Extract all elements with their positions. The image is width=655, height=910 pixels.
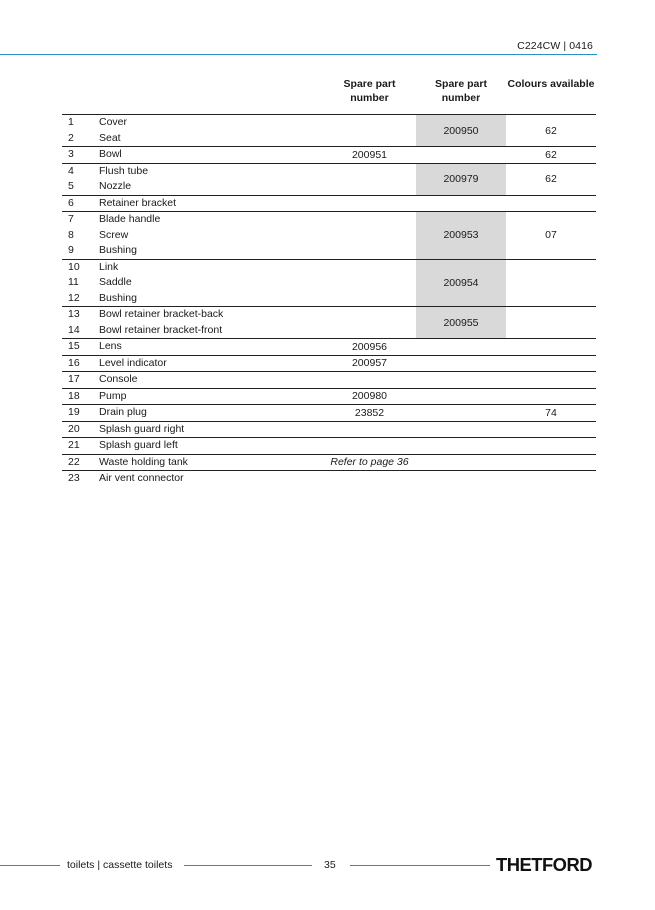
- colour-cell: 62: [545, 148, 557, 161]
- table-row-group: [62, 355, 596, 372]
- spare-part-number-cell: [323, 260, 416, 307]
- spare-part-kit-cell: [416, 455, 506, 471]
- spare-part-number-cell: [323, 438, 416, 454]
- spare-part-kit-cell: [416, 147, 506, 163]
- item-number: 18: [68, 389, 80, 402]
- header-rule: [0, 54, 597, 55]
- item-number: 13: [68, 308, 80, 320]
- table-row-group: [62, 338, 596, 355]
- footer-category: toilets | cassette toilets: [67, 859, 173, 871]
- colour-cell: 74: [545, 406, 557, 419]
- item-name: Cover: [99, 116, 128, 128]
- spare-part-kit-cell: [416, 356, 506, 372]
- item-name: Nozzle: [99, 180, 132, 192]
- parts-table: [62, 114, 596, 487]
- spare-part-number-cell: 200957: [351, 357, 388, 370]
- colour-cell: [506, 438, 596, 454]
- item-name: Link: [99, 260, 119, 273]
- colour-cell: [506, 422, 596, 438]
- spare-part-kit-cell: 200979: [416, 164, 506, 195]
- item-name: Seat: [99, 131, 121, 144]
- colour-cell: 07: [545, 229, 557, 242]
- item-number: 21: [68, 439, 80, 451]
- table-row-group: [62, 211, 596, 259]
- spare-part-kit-cell: [416, 372, 506, 388]
- item-name: Drain plug: [99, 406, 147, 418]
- colour-cell: [506, 307, 596, 338]
- item-number: 12: [68, 291, 80, 304]
- item-number: 17: [68, 373, 80, 385]
- spare-part-number-cell: 23852: [354, 406, 385, 419]
- colour-cell: [506, 372, 596, 388]
- col-header-spare-part-2: Spare part number: [435, 78, 487, 104]
- col-header-colours: Colours available: [507, 78, 595, 90]
- spare-part-number-cell: [323, 115, 416, 146]
- table-row-group: [62, 470, 596, 487]
- item-number: 6: [68, 196, 74, 209]
- spare-part-number-cell: [323, 372, 416, 388]
- item-name: Splash guard right: [99, 422, 185, 435]
- thetford-logo: [496, 853, 594, 877]
- spare-part-number-cell: Refer to page 36: [330, 456, 409, 469]
- item-number: 10: [68, 260, 80, 273]
- spare-part-number-cell: [323, 196, 416, 212]
- table-row-group: [62, 404, 596, 421]
- footer-rule-right: [350, 865, 490, 866]
- spare-part-number-cell: [323, 164, 416, 195]
- item-name: Pump: [99, 389, 127, 402]
- item-number: 15: [68, 340, 80, 352]
- item-name: Flush tube: [99, 164, 149, 177]
- spare-part-kit-cell: 200954: [416, 260, 506, 307]
- spare-part-kit-cell: [416, 339, 506, 355]
- item-name: Level indicator: [99, 356, 167, 369]
- footer-rule-left: [0, 865, 60, 866]
- table-row-group: [62, 146, 596, 163]
- spare-part-number-cell: 200956: [351, 340, 388, 353]
- table-row-group: [62, 437, 596, 454]
- colour-cell: [506, 455, 596, 471]
- spare-part-kit-cell: 200955: [416, 307, 506, 338]
- table-row-group: [62, 114, 596, 146]
- spare-part-number-cell: [323, 422, 416, 438]
- colour-cell: [506, 389, 596, 405]
- item-number: 2: [68, 131, 74, 144]
- item-name: Saddle: [99, 276, 132, 288]
- colour-cell: 62: [545, 124, 557, 137]
- spare-part-kit-cell: [416, 405, 506, 421]
- table-row-group: [62, 454, 596, 471]
- doc-code: C224CW | 0416: [517, 40, 593, 52]
- colour-cell: 62: [545, 173, 557, 185]
- item-name: Bowl retainer bracket-back: [99, 308, 224, 320]
- item-number: 9: [68, 244, 74, 256]
- spare-part-kit-cell: [416, 389, 506, 405]
- footer-rule-mid: [184, 865, 312, 866]
- spare-part-kit-cell: [416, 438, 506, 454]
- item-name: Splash guard left: [99, 439, 178, 451]
- item-number: 11: [68, 276, 79, 288]
- item-name: Air vent connector: [99, 472, 184, 484]
- item-number: 4: [68, 164, 74, 177]
- colour-cell: [506, 339, 596, 355]
- item-number: 8: [68, 228, 74, 241]
- spare-part-number-cell: 200980: [351, 390, 388, 403]
- item-number: 16: [68, 356, 80, 369]
- spare-part-number-cell: 200951: [351, 148, 388, 161]
- item-number: 7: [68, 213, 74, 225]
- table-row-group: [62, 195, 596, 212]
- item-name: Screw: [99, 228, 129, 241]
- item-number: 23: [68, 472, 80, 484]
- table-row-group: [62, 371, 596, 388]
- item-number: 3: [68, 148, 74, 160]
- page-number: 35: [324, 859, 336, 871]
- spare-part-number-cell: [323, 212, 416, 259]
- item-number: 1: [68, 116, 74, 128]
- item-name: Waste holding tank: [99, 455, 188, 468]
- item-name: Bushing: [99, 291, 137, 304]
- item-name: Retainer bracket: [99, 196, 177, 209]
- spare-part-number-cell: [323, 307, 416, 338]
- spare-part-kit-cell: [416, 422, 506, 438]
- item-number: 19: [68, 406, 80, 418]
- table-row-group: [62, 388, 596, 405]
- table-row-group: [62, 163, 596, 195]
- spare-part-kit-cell: 200950: [416, 115, 506, 146]
- spare-part-kit-cell: 200953: [416, 212, 506, 259]
- spare-part-kit-cell: [416, 196, 506, 212]
- item-number: 14: [68, 323, 80, 336]
- colour-cell: [506, 260, 596, 307]
- colour-cell: [506, 356, 596, 372]
- colour-cell: [506, 196, 596, 212]
- item-name: Lens: [99, 340, 122, 352]
- item-name: Bushing: [99, 244, 137, 256]
- item-name: Console: [99, 373, 138, 385]
- logo-text: THETFORD: [496, 855, 593, 875]
- table-row-group: [62, 259, 596, 307]
- item-number: 5: [68, 180, 74, 192]
- spare-part-number-cell: [323, 471, 416, 487]
- table-row-group: [62, 421, 596, 438]
- item-name: Blade handle: [99, 213, 161, 225]
- colour-cell: [506, 471, 596, 487]
- spare-part-kit-cell: [416, 471, 506, 487]
- table-row-group: [62, 306, 596, 338]
- col-header-spare-part-1: Spare part number: [343, 78, 396, 104]
- item-number: 20: [68, 422, 80, 435]
- item-name: Bowl: [99, 148, 122, 160]
- item-name: Bowl retainer bracket-front: [99, 323, 223, 336]
- item-number: 22: [68, 455, 80, 468]
